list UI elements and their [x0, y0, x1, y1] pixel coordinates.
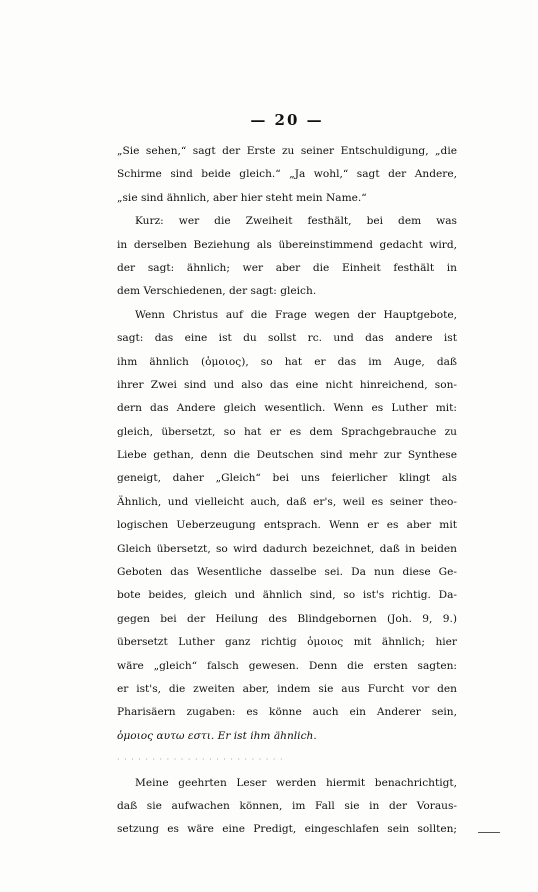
text-line: ihm ähnlich (ὁμοιος), so hat er das im Auge, daß [117, 355, 457, 368]
page-number: — 20 — [250, 111, 324, 129]
text-line: „Sie sehen,“ sagt der Erste zu seiner Entschuldigung, „die [117, 145, 457, 157]
text-line: daß sie aufwachen können, im Fall sie in der Voraus- [117, 799, 457, 812]
text-line: er ist's, die zweiten aber, indem sie aus Furcht vor den [117, 682, 457, 695]
text-block [117, 110, 457, 842]
text-line: setzung es wäre eine Predigt, eingeschlafen sein sollten; [117, 823, 457, 836]
text-line: gegen bei der Heilung des Blindgebornen (Joh. 9, 9.) [117, 612, 457, 625]
text-line: Kurz: wer die Zweiheit festhält, bei dem was [135, 215, 457, 228]
text-line: Meine geehrten Leser werden hiermit benachrichtigt, [135, 776, 457, 789]
text-line: Wenn Christus auf die Frage wegen der Hauptgebote, [135, 308, 457, 321]
faint-bleedthrough-line: · · · · · · · · · · · · · · · · · · · · · · · · [117, 755, 284, 765]
text-line: bote beides, gleich und ähnlich sind, so ist's richtig. Da- [117, 589, 457, 602]
text-line: Gleich übersetzt, so wird dadurch bezeichnet, daß in beiden [117, 542, 457, 555]
text-line: sagt: das eine ist du sollst rc. und das andere ist [117, 332, 457, 345]
text-line: wäre „gleich“ falsch gewesen. Denn die ersten sagten: [117, 659, 457, 672]
text-line: Pharisäern zugaben: es könne auch ein Anderer sein, [117, 706, 457, 719]
text-line: „sie sind ähnlich, aber hier steht mein Name.“ [117, 191, 367, 204]
text-line: in derselben Beziehung als übereinstimmend gedacht wird, [117, 238, 457, 251]
text-line: dern das Andere gleich wesentlich. Wenn es Luther mit: [117, 402, 457, 415]
text-line: gleich, übersetzt, so hat er es dem Sprachgebrauche zu [117, 425, 457, 438]
text-line: dem Verschiedenen, der sagt: gleich. [117, 285, 317, 298]
page-edge-mark [478, 832, 500, 833]
greek-quote-line: ὁμοιος αυτω εστι. Er ist ihm ähnlich. [117, 729, 317, 742]
text-line: Liebe gethan, denn die Deutschen sind mehr zur Synthese [117, 449, 457, 462]
text-line: der sagt: ähnlich; wer aber die Einheit festhält in [117, 261, 457, 274]
text-line: Ähnlich, und vielleicht auch, daß er's, weil es seiner theo- [117, 495, 457, 508]
text-line: logischen Ueberzeugung entsprach. Wenn er es aber mit [117, 519, 457, 532]
text-line: Geboten das Wesentliche dasselbe sei. Da nun diese Ge- [117, 566, 457, 579]
text-line: Schirme sind beide gleich.“ „Ja wohl,“ sagt der Andere, [117, 168, 457, 181]
text-line: ihrer Zwei sind und also das eine nicht hinreichend, son- [117, 378, 457, 391]
text-line: übersetzt Luther ganz richtig ὁμοιος mit ähnlich; hier [117, 636, 457, 649]
text-line: geneigt, daher „Gleich“ bei uns feierlicher klingt als [117, 472, 457, 485]
